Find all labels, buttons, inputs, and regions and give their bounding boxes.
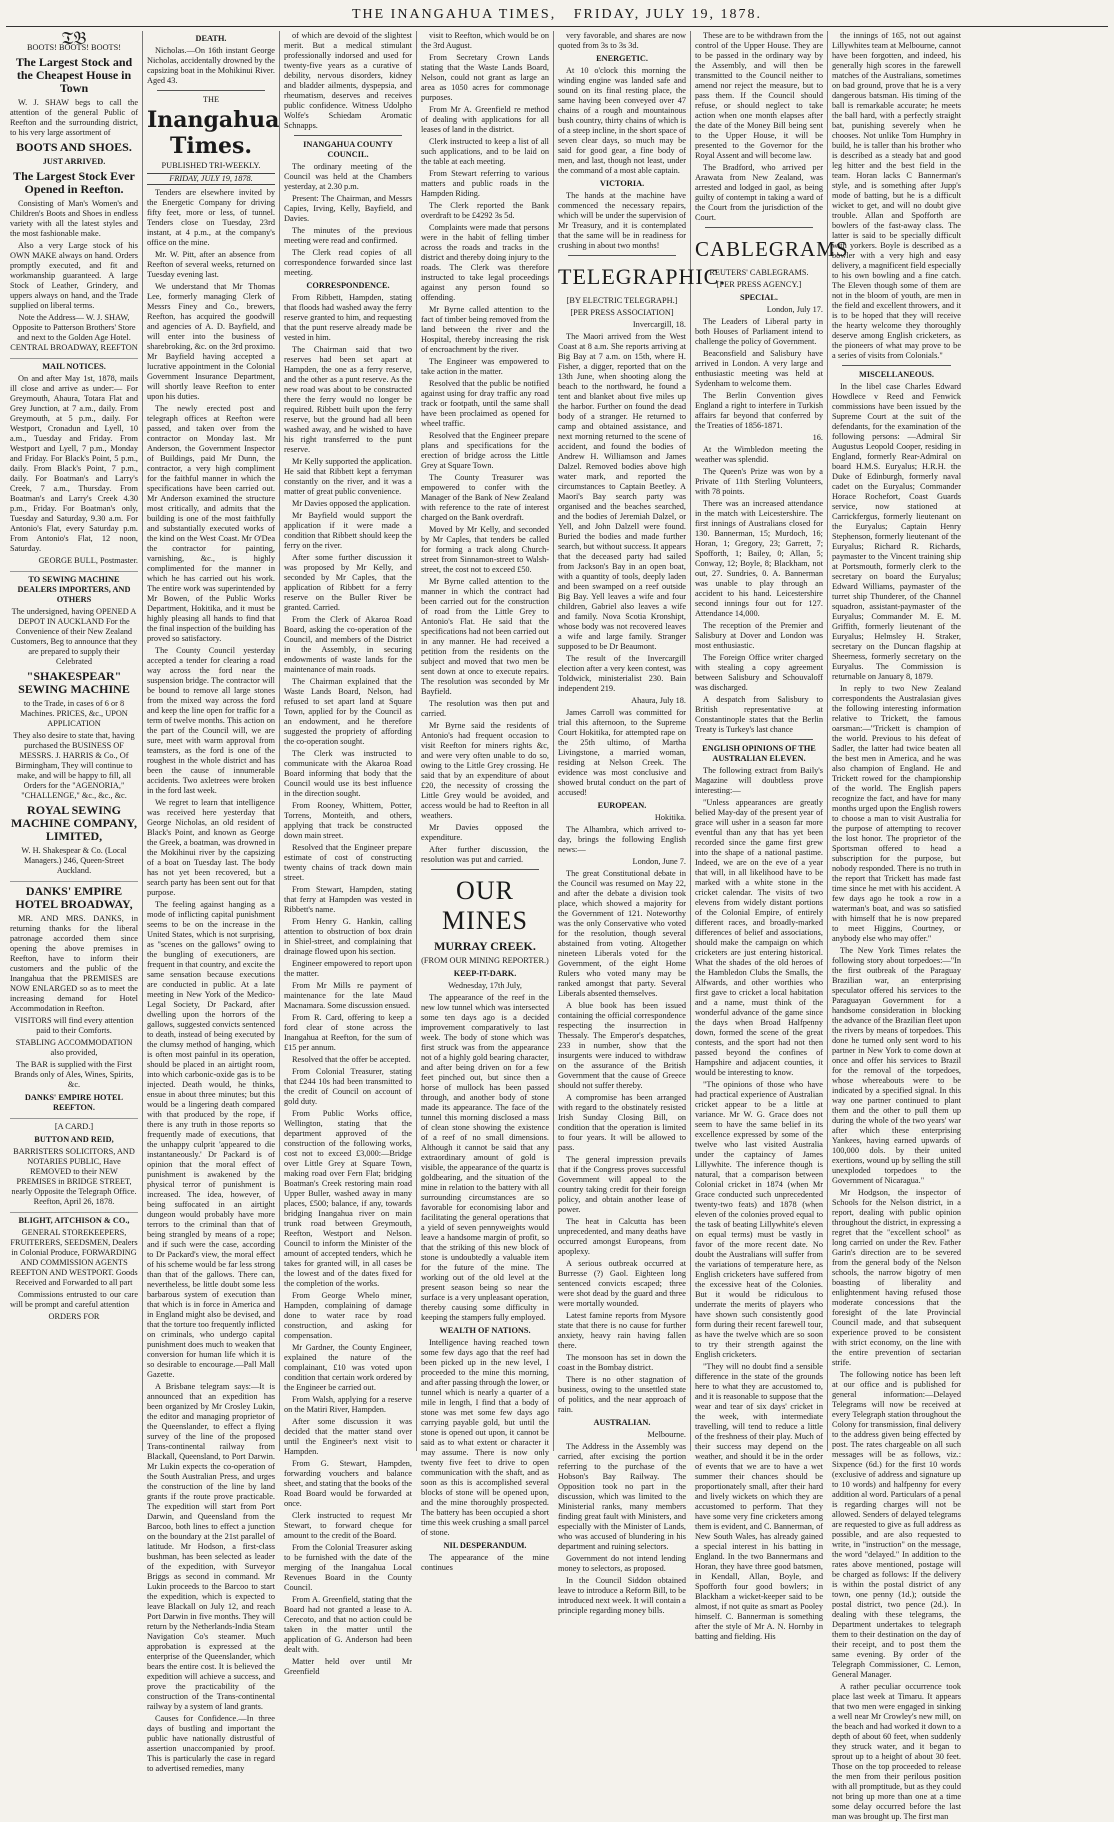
article-paragraph: Intelligence having reached town some few days ago that the reef had been picked up in the new level, I proceeded to the mine this morning, and after passing through the lower, or tunnel which is nearly a quarter of a mile in length, I find that a body of stone was met some few days ago carrying payable gold, but until the stone is opened out upon, it cannot be said as to what extent or character it may assume. There is now only twenty five feet to drive to open communication with the shaft, and as soon as this is accomplished several blocks of stone will be opened upon, and the mine thoroughly prospected. The battery has been occupied a short time this week crushing a small parcel of stone. <box>421 1338 550 1537</box>
mine-heading: NIL DESPERANDUM. <box>443 1541 527 1550</box>
article-paragraph: The Address in the Assembly was carried, after excising the portion referring to the purchase of the Hobson's Bay Railway. The Opposition took no part in the discussion, which was limited to the Ministerial ranks, many members finding great fault with Ministers, and especially with the Minister of Lands, who was accused of blundering in his department and ruining selectors. <box>558 1442 686 1551</box>
article-paragraph: At 10 o'clock this morning the winding engine was landed safe and sound on its final resting place, the same having been conveyed over 47 chains of a rough and mountainous bush country, thirty chains of which is of a steep incline, in the short space of seven clear days, so much may be said for good gear, a fine body of men, and last, though not least, under the command of a most able captain. <box>558 66 686 175</box>
ad-heading: BLIGHT, AITCHISON & CO., <box>18 1216 130 1225</box>
article-paragraph: Complaints were made that persons were in the habit of felling timber across the roads and tracks in the district and thereby doing injury to the roads. The Clerk was therefore instructed to take legal proceedings against any person found so offending. <box>421 223 549 302</box>
telegraphic-heading: TELEGRAPHIC. <box>558 264 726 289</box>
article-paragraph: The Berlin Convention gives England a right to interfere in Turkish affairs far beyond that conferred by the Treaties of 1856-1871. <box>695 391 823 430</box>
article-paragraph: The minutes of the previous meeting were read and confirmed. <box>284 226 412 245</box>
column-container <box>6 28 1108 1821</box>
ad-footer: ORDERS FOR <box>48 1312 100 1321</box>
article-paragraph: Resolved that the public be notified against using for dray traffic any road track or footpath, until the same shall have been proclaimed as opened for wheel traffic. <box>421 379 549 428</box>
ad-body: Consisting of Man's Women's and Children's Boots and Shoes in endless variety with all the latest styles and the most fashionable make. <box>10 199 138 238</box>
ad-signature: DANKS' EMPIRE HOTEL REEFTON. <box>24 1093 124 1112</box>
ad-body: The undersigned, having OPENED A DEPOT IN AUCKLAND For the Convenience of their New Zealand Customers, Beg to announce that they are prepared to supply their Celebrated <box>10 607 138 666</box>
article-paragraph: The ordinary meeting of the Council was held at the Chambers yesterday, at 2.30 p.m. <box>284 162 412 191</box>
column-7-miscellaneous <box>828 31 965 1821</box>
article-paragraph: From G. Stewart, Hampden, forwarding vouchers and balance sheet, and stating that the books of the Road Board would be forwarded at once. <box>284 1459 412 1508</box>
article-paragraph: In reply to two New Zealand correspondents the Australasian gives the following interesting information relative to Trickett, the famous oarsman:—"Trickett is champion of the world. Previous to his defeat of Sadler, the latter had twice beaten all the best men in America, and he was also champion of England. He and Trickett rowed for the championship of the world. The English papers recognize the fact, and have for many months urged upon the English rowers to choose a man to visit Australia for the purpose of attempting to recover the lost honor. The proprietor of the Sportsman offered to head a subscription for the purpose, but nobody responded. There is no truth in the report that Trickett has made fast time since he met with his accident. A few days ago he took a row in a waterman's boat, and was so satisfied with himself that he is now prepared to meet Higgins, Courtney, or anybody else who may offer." <box>832 684 961 943</box>
mail-notices <box>10 362 138 572</box>
article-paragraph: A rather peculiar occurrence took place last week at Timaru. It appears that two men were engaged in sinking a well near Mr Crowley's new mill, on the beach and had worked it down to a depth of about 60 feet, when suddenly they struck water, and it began to sprout up to a height of about 30 feet. Those on the top proceeded to release the men from their perilous position with all promptitude, but as they could not bring up more than one at a time some delay occurred before the last man was brought up. The first man <box>832 1682 961 1821</box>
article-paragraph: visit to Reefton, which would be on the 3rd August. <box>421 31 549 50</box>
article-heading: INANGAHUA COUNTY COUNCIL. <box>303 140 393 159</box>
sewing-machine-ad <box>10 575 138 882</box>
article-paragraph: of which are devoid of the slightest merit. But a medical stimulant professionally indorsed and used for twenty-five years as a curative of debility, nervous disorders, kidney and bladder ailments, dyspepsia, and rheumatism, deserves and receives public confidence. Witness Udolpho Wolfe's Schiedam Aromatic Schnapps. <box>284 31 412 130</box>
divider <box>157 90 265 91</box>
article-paragraph: From Public Works office, Wellington, stating that the department approved of the construction of the following works, cost not to exceed £3,000:—Bridge over Little Grey at Square Town, making road over Fern Flat; bridging Boatman's Creek restoring main road Upper Buller, washed away in many places, £500; balance, if any, towards bridging Inangahua river on main trunk road between Greymouth, Reefton, Westport and Nelson. Council to inform the Minister of the amount of accepted tenders, which he takes for granted will, in all cases be the lowest and of the dates fixed for the completion of the works. <box>284 1109 412 1288</box>
article-paragraph: Mr Kelly supported the application. He said that Ribbett kept a ferryman constantly on the river, and it was a matter of great public convenience. <box>284 457 412 496</box>
article-paragraph: The Foreign Office writer charged with stealing a copy agreement between Salisbury and Schouvaloff was discharged. <box>695 653 823 692</box>
ad-body: Also a very Large stock of his OWN MAKE always on hand. Orders promptly executed, and fit and workmanship guaranteed. A large Stock of Leather, Grindery, and uppers always on hand, and the Trade supplied on liberal terms. <box>10 241 138 310</box>
header-title: THE INANGAHUA TIMES, <box>351 7 557 22</box>
article-paragraph: A blue book has been issued containing the official correspondence respecting the insurrection in Thessaly. The Emperor's despatches, 233 in number, show that the insurgents were induced to withdraw on the assurance of the British Government that the cause of Greece should not suffer thereby. <box>558 1001 686 1090</box>
divider <box>294 135 402 136</box>
article-paragraph: Present: The Chairman, and Messrs Capies, Irving, Kelly, Bayfield, and Davies. <box>284 194 412 223</box>
editorial-paragraph: The County Council yesterday accepted a tender for clearing a road way across the ford near the suspension bridge. The contractor will be bound to remove all large stones from the mixed way across the ford and keep the line open for traffic for a term of twelve months. This action on the part of the Council will, we are sure, meet with warm approval from teamsters, as the ford is one of the roughest in the whole district and has been the cause of innumerable accidents. Two axletrees were broken in the ford last week. <box>147 646 275 795</box>
article-paragraph: The Clerk reported the Bank overdraft to be £4292 3s 5d. <box>421 201 549 220</box>
ad-body: MR. AND MRS. DANKS, in returning thanks for the liberal patronage accorded them since opening the above premises in Reefton, have to inform their customers and the public of the Inangahua that the PREMISES are NOW ENLARGED so as to meet the increasing demand for Hotel Accommodation in Reefton. <box>10 914 138 1013</box>
article-paragraph: The general impression prevails that if the Congress proves successful Government will appeal to the country taking credit for their foreign policy, and obtain another lease of power. <box>558 1155 686 1214</box>
article-paragraph: The appearance of the reef in the new low tunnel which was intersected some ten days ago is a decided improvement comparatively to last week. The body of stone which was first struck was from the appearance not of a highly gold bearing character, and after being driven on for a few feet pinched out, but since then a horse of mullock has been passed through, and another body of stone made its appearance. The face of the tunnel this morning disclosed a mass of clean stone showing the existence of a reef of no small dimensions. Although it cannot be said that any extraordinary amount of gold is visible, the appearance of the quartz is goldbearing, and the situation of the mine in relation to the battery with all surrounding circumstances are so favorable for economising labor and facilitating the general operations that a yield of seven pennyweights would leave a handsome margin of profit, so that the striking of this new block of stone is undoubtedly a valuable item for the future of the mine. The working out of the old level at the present season being so near the surface is a very unpleasant operation, thereby causing some difficulty in keeping the stampers fully employed. <box>421 993 549 1322</box>
running-header <box>6 4 1108 27</box>
article-paragraph: Mr Bayfield would support the application if it were made a condition that Ribbett should keep the ferry on the river. <box>284 511 412 550</box>
ad-body: to the Trade, in cases of 6 or 8 Machines. PRICES, &c., UPON APPLICATION <box>20 699 128 728</box>
article-paragraph: The Engineer was empowered to take action in the matter. <box>421 357 549 376</box>
article-paragraph: The Clerk was instructed to communicate with the Akaroa Road Board informing that body that the Council would use its best influence in the direction sought. <box>284 749 412 798</box>
article-paragraph: The Bradford, who arrived per Arawata from New Zealand, was arrested and lodged in gaol, as being guilty of contempt in taking a ward of the Court from the jurisdiction of the Court. <box>695 163 823 222</box>
ad-heading: "SHAKESPEAR" SEWING MACHINE <box>18 669 130 696</box>
column-6-cablegrams <box>691 31 849 1641</box>
dateline: Invercargill, 18. <box>632 320 686 329</box>
ad-signature: Note the Address— W. J. SHAW, Opposite to Patterson Brothers' Store and next to the Golden Age Hotel. CENTRAL BROADWAY, REEFTON <box>10 313 138 352</box>
mine-heading: WEALTH OF NATIONS. <box>439 1326 531 1335</box>
ad-tagline: BOOTS! BOOTS! BOOTS! <box>26 43 122 52</box>
article-paragraph: The following extract from Baily's Magazine will doubtless prove interesting:— <box>695 766 823 795</box>
article-paragraph: The Chairman explained that the Waste Lands Board, Nelson, had refused to set apart land at Square Town, applied for by the Council as an endowment, and he therefore suggested the propriety of affording the co-operation sought. <box>284 677 412 746</box>
article-paragraph: Matter held over until Mr Greenfield <box>284 1657 412 1676</box>
article-paragraph: The Leaders of Liberal party in both Houses of Parliament intend to challenge the policy of Government. <box>695 317 823 346</box>
special-heading: SPECIAL. <box>739 293 779 302</box>
dateline: 16. <box>812 433 823 442</box>
article-paragraph: From George Whelo miner, Hampden, complaining of damage done to water race by road construction, and asking for compensation. <box>284 1291 412 1340</box>
article-paragraph: There was an increased attendance in the match with Leicestershire. The first innings of Australians closed for 130. Bannerman, 15; Murdoch, 16; Horan, 1; Gregory, 23; Garrett, 7; Spofforth, 1; Bailey, 0; Allan, 5; Conway, 12; Boyle, 8; Blackham, not out, 27. Sundries, 0. A. Bannerman was unable to play through an accident to his hand. Leicestershire second innings four out for 127. Attendance 14,000. <box>695 499 823 618</box>
ad-body: W. H. Shakespear & Co. (Local Managers.) 246, Queen-Street Auckland. <box>21 846 127 875</box>
ad-body: They also desire to state that, having purchased the BUSINESS OF MESSRS. J. HARRIS & Co., Of Birmingham, They will continue to make, and will be happy to fill, all Orders for the "AGENORIA," "CHALLENGE," &c., &c., &c. <box>13 731 135 800</box>
article-paragraph: From Secretary Crown Lands stating that the Waste Lands Board, Nelson, could not grant as large an area as 1050 acres for commonage purposes. <box>421 53 549 102</box>
ad-heading: The Largest Stock and the Cheapest House in Town <box>15 55 133 95</box>
article-paragraph: In the Council Siddon obtained leave to introduce a Reform Bill, to be introduced next week. It will contain a principle regarding money bills. <box>558 1576 686 1615</box>
article-paragraph: The Alhambra, which arrived to-day, brings the following English news:— <box>558 825 686 854</box>
article-paragraph: The appearance of the mine continues <box>421 1553 549 1572</box>
article-paragraph: Engineer empowered to report upon the matter. <box>284 959 412 978</box>
editorial-paragraph: Tenders are elsewhere invited by the Energetic Company for driving fifty feet, more or less, of tunnel. Tenders close on Tuesday, 23rd instant, at 4 p.m., at the company's office on the mine. <box>147 188 275 247</box>
ad-body: VISITORS will find every attention paid to their Comforts. <box>14 1016 134 1035</box>
publication-frequency: PUBLISHED TRI-WEEKLY. <box>161 161 261 170</box>
article-paragraph: The monsoon has set in down the coast in the Bombay district. <box>558 1353 686 1372</box>
article-paragraph: The Maori arrived from the West Coast at 8 a.m. She reports arriving at Big Bay at 7 a.m. on 15th, where H. Fisher, a digger, reported that on the 13th June, when shooting along the beach to the northward, he found a tent and blanket about five miles up the harbor. Further on found the dead body of a stranger. He returned to camp and obtained assistance, and next morning returned to the scene of accident, and found the bodies of Andrew H. Williamson and James Dalzel. Removed bodies above high water mark, and reported the circumstances to Captain Beetley. A Maori's Bay search party was organised and the beaches searched, and the bodies of Jeremiah Dalzel, or Yell, and John Dalzell were found. Buried the bodies and made further search, but without success. It appears that the deceased party had sailed from Jackson's Bay in an open boat, with a quantity of tools, deeply laden and been swamped on a reef outside Big Bay. Yell leaves a wife and four children, Gabriel also leaves a wife and family. Nova Scotia Kronshipt, whose body was not recovered leaves a wife and large family. Stranger supposed to be Dr Beaumont. <box>558 332 686 651</box>
ad-body: Commissions entrusted to our care will be prompt and careful attention <box>10 1290 138 1309</box>
section-heading: MISCELLANEOUS. <box>859 370 934 379</box>
article-paragraph: Mr Davies opposed the application. <box>292 499 411 508</box>
article-paragraph: Resolved that the Engineer prepare plans and specifications for the erection of bridge across the Little Grey at Square Town. <box>421 431 549 470</box>
ad-body: GENERAL STOREKEEPERS, FRUITERERS, SEEDSMEN, Dealers in Colonial Produce, FORWARDING AND COMMISSION AGENTS REEFTON AND WESTPORT. Goods Received and Forwarded to all part <box>10 1228 138 1287</box>
article-paragraph: Latest famine reports from Mysore state that there is no cause for further anxiety, heavy rain having fallen there. <box>558 1311 686 1350</box>
article-paragraph: Mr Hodgson, the inspector of Schools for the Nelson district, in a report, dealing with public opinion throughout the district, in expressing a regret that the "excellent school" as long carried on under the Rev. Father Garin's direction are to be severed from the general body of the Nelson schools, the narrow bigotry of men boasting of liberality and enlightenment having refused those moderate concessions that the foresight of the late Provincial Council made, and that subsequent experience proved to be consistent with strict economy, on the line with the entire prevention of sectarian strife. <box>832 1188 961 1367</box>
column-3-county-council <box>280 31 417 1676</box>
article-paragraph: James Carroll was committed for trial this afternoon, to the Supreme Court Hokitika, for attempted rape on the 25th ultimo, of Martha Livingstone, a married woman, residing at Nelson Creek. The evidence was most conclusive and showed brutal conduct on the part of accused! <box>558 708 686 797</box>
article-paragraph: The Chairman said that two reserves had been set apart at Hampden, the one as a ferry reserve, and the other as a punt reserve. As the new road was about to be constructed there the ferry would no longer be required. Ribbett built upon the ferry reserve, but the ground had all been washed away, and he wished to have his right transferred to the punt reserve. <box>284 345 412 454</box>
death-notice: Nicholas.—On 16th instant George Nicholas, accidentally drowned by the capsizing boat in the Mohikinui River. Aged 43. <box>147 46 275 85</box>
boot-emblem-icon: 𝔗𝔅 <box>61 28 87 48</box>
newspaper-logo: Inangahua Times. <box>147 107 280 159</box>
article-paragraph: Resolved that the offer be accepted. <box>292 1055 411 1064</box>
dateline: Ahaura, July 18. <box>631 696 686 705</box>
article-paragraph: Mr Byrne called attention to the fact of timber being removed from the land between the river and the Hospital, thereby increasing the risk of encroachment by the river. <box>421 305 549 354</box>
ad-subheading: JUST ARRIVED. <box>42 157 106 166</box>
article-heading: ENGLISH OPINIONS OF THE AUSTRALIAN ELEVEN. <box>702 744 816 763</box>
editorial-paragraph: Mr. W. Pitt, after an absence from Reefton of several weeks, returned on Tuesday evening last. <box>147 250 275 279</box>
article-paragraph: These are to be withdrawn from the control of the Upper House. They are to be passed in the ordinary way by the Assembly, and will then be transmitted to the Council neither to amend nor reject the measure, but to pass them. If the Council should refuse, or should neglect to take action when one month elapses after the date of the Money Bill being sent to the Upper House, it will be presented to the Governor for the Royal Assent and will become law. <box>695 31 823 160</box>
divider <box>705 227 813 228</box>
article-paragraph: A compromise has been arranged with regard to the obstinately resisted Irish Sunday Closing Bill, on condition that the operation is limited to four years. It will be allowed to pass. <box>558 1093 686 1152</box>
article-paragraph: Mr Byrne said the residents of Antonio's had frequent occasion to visit Reefton for miners rights &c, and were very often unable to do so, owing to the Little Grey crossing. He said that by an expenditure of about £20, the necessity of crossing the Little Grey would be avoided, and access would be had to Reefton in all weathers. <box>421 721 549 820</box>
article-paragraph: From Stewart, Hampden, stating that ferry at Hampden was vested in Ribbett's name. <box>284 885 412 914</box>
ad-heading: BUTTON AND REID, <box>34 1135 114 1144</box>
article-paragraph: From Rooney, Whittem, Potter, Torrens, Monteith, and others, applying that track be constructed down main street. <box>284 801 412 840</box>
editorial-paragraph: We understand that Mr Thomas Lee, formerly managing Clerk of Messrs Finey and Co., brewers, Reefton, has acquired the goodwill and agencies of A. D. Bayfield, and will enter into the business of sharebroking, &c. on the 3rd proximo. Mr Bayfield having accepted a lucrative appointment in the Colonial Government Insurance Department, will shortly leave Reefton to enter upon his duties. <box>147 282 275 401</box>
column-5-telegraphic <box>554 31 726 1615</box>
article-paragraph: The heat in Calcutta has been unprecedented, and many deaths have occurred amongst Europeans, from apoplexy. <box>558 1217 686 1256</box>
editorial-paragraph: Causes for Confidence.—In three days of bustling and important the public have nationally distrustful of assertion unaccompanied by proof. This is particularly the case in regard to advertised remedies, many <box>147 1714 275 1773</box>
article-paragraph: Resolved that the Engineer prepare estimate of cost of constructing twenty chains of track down main street. <box>284 843 412 882</box>
ad-body: STABLING ACCOMMODATION also provided, <box>15 1038 133 1057</box>
header-date: FRIDAY, JULY 19, 1878. <box>573 7 763 22</box>
article-paragraph: From Mr Mills re payment of maintenance for the late Maud Macnamara. Some discussion ensued. <box>284 981 412 1010</box>
article-paragraph: "They will no doubt find a sensible difference in the state of the grounds here to what they are accustomed to, and it is reasonable to suppose that the wear and tear of six days' cricket in the week, with intermediate travelling, will tend to reduce a little of the freshness of their play. Much of their success may depend on the weather, and should it be in the order of events that we are to have a wet summer their chances should be proportionately small, after their hard and lively wickets on which they are accustomed to perform. That they have some very fine cricketers among them is evident, and C. Bannerman, of New South Wales, has already gained a special interest in his batting in England. In the two Bannermans and Horan, they have three good batsmen, in Kendall, Allan, Boyle, and Spofforth four good bowlers; in Blackham a wicket-keeper said to be almost, if not quite as smart as Pooley himself. C. Bannerman is something after the style of Mr A. N. Hornby in batting and fielding. His <box>695 1362 823 1641</box>
article-paragraph: "Unless appearances are greatly belied May-day of the present year of grace will usher in a season far more eventful than any that has yet been recorded since the game first grew into the shape of a national pastime. Indeed, we are on the eve of a year that will, in all likelihood have to be marked with a white stone in the cricket calendar. The visits of two elevens from widely distant portions of the Colonial Empire, of entirely different races, and broadly-marked differences of belief and associations, should make the campaign on which cricketers are just entering historical. What the shades of the old heroes of the Hambledon Clubs the Smalls, the Alfwards, and other worthies who first gave to cricket a local habitation and a name, must think of the wonderful advance of the game since the days when Broad Halfpenny down, formed the scene of the great contests, and the sport had not then passed beyond the confines of Hampshire and adjacent counties, it would be interesting to know. <box>695 798 823 1077</box>
ad-heading: The Largest Stock Ever Opened in Reefton. <box>13 169 135 196</box>
blight-aitchison-ad <box>10 1216 138 1322</box>
ad-heading: TO SEWING MACHINE DEALERS IMPORTERS, AND OTHERS <box>17 575 131 604</box>
article-paragraph: From A. Greenfield, stating that the Board had not granted a lease to A. Cerecoto, and that no action could be taken in the matter until the application of G. Anderson had been dealt with. <box>284 1595 412 1654</box>
mine-heading: KEEP-IT-DARK. <box>453 969 517 978</box>
article-paragraph: A despatch from Salisbury to British representative at Constantinople states that the Berlin Treaty is Turkey's last chance <box>695 695 823 734</box>
editorial-paragraph: The feeling against hanging as a mode of inflicting capital punishment seems to be on the increase in the United States, which is not surprising, as "scenes on the gallows" owing to the bungling of executioners, are frequent in that country, and excite the same sensation because executions are conducted in public. At a late meeting in New York of the Medico-Legal Society, Dr Packard, after dwelling upon the horrors of the gallows, suggested convicts sentenced to death, instead of being executed by the clumsy method of hanging, which is often most painful in its operation, should be placed in an airtight room, into which carbonic-oxide gas is to be injected. Death would, he thinks, ensue in about three minutes; but this would be a lingering death compared with that produced by the rope, if there is any truth in those reports so frequently made of executions, that the unhappy culprit 'appeared to die instantaneously.' Dr Packard is of opinion that the moral effect of punishment is awakened by the physical terror of punishment is increased. The idea, however, of being suffocated in an airtight dungeon would probably have more terrors to the criminal than that of being strangled by means of a rope; and if such were the case, according to Dr Packard's view, the moral effect of his scheme would be far less strong than that of the gallows. There can, nevertheless, be little doubt some less barbarous system of execution than that which is in force in America and in England might also be devised, and that the torture too frequently inflicted on criminals, who undergo capital punishment does much to weaken that conversion for human life which it is so desirable to encourage.—Pall Mall Gazette. <box>147 900 275 1379</box>
mines-subheading: MURRAY CREEK. <box>434 939 536 953</box>
article-paragraph: The County Treasurer was empowered to confer with the Manager of the Bank of New Zealand with reference to the rate of interest charged on the Bank overdraft. <box>421 473 549 522</box>
notice-signature: GEORGE BULL, Postmaster. <box>38 556 138 565</box>
article-paragraph: The result of the Invercargill election after a very keen contest, was Toldwick, ministerialist 230. Bain independent 219. <box>558 654 686 693</box>
article-paragraph: After some further discussion it was proposed by Mr Kelly, and seconded by Mr Caples, that the application of Ribbett for a ferry reserve on the Buller River be granted. Carried. <box>284 553 412 612</box>
button-reid-ad <box>10 1122 138 1213</box>
article-paragraph: From Stewart referring to various matters and public roads in the Hampden Riding. <box>421 169 549 198</box>
article-paragraph: The hands at the machine have commenced the necessary repairs, which will be under the supervision of Mr Treasury, and it is contemplated that the same will be in readiness for crushing in about two months! <box>558 191 686 250</box>
article-paragraph: The resolution was then put and carried. <box>421 699 549 718</box>
article-paragraph: Mr Byrne called attention to the manner in which the contract had been carried out for the construction of road from the Little Grey to Antonio's Flat. He said that the specifications had not been carried out in any manner. He had received a petition from the residents on the subject and moved that two men be sent down at once to execute repairs. The resolution was seconded by Mr Bayfield. <box>421 577 549 696</box>
article-paragraph: From Mr A. Greenfield re method of dealing with applications for all leases of land in the district. <box>421 105 549 134</box>
article-paragraph: After some discussion it was decided that the matter stand over until the Engineer's next visit to Hampden. <box>284 1417 412 1456</box>
divider <box>568 255 676 256</box>
article-paragraph: A serious outbreak occurred at Burresse (?) Gaol. Eighteen long sentenced convicts escaped; three were shot dead by the guard and three were mortally wounded. <box>558 1259 686 1308</box>
editorial-paragraph: The newly erected post and telegraph offices at Reefton were passed, and taken over from the contractor on Monday last. Mr Anderson, the Government Inspector of Buildings, paid Mr Dunn, the contractor, a very high compliment for the faithful manner in which the specifications have been carried out. Mr Anderson examined the structure most critically, and admits that the building is one of the most faithfully and substantially executed works of the kind on the West Coast. Mr O'Dea the contractor for painting, varnishing, &c., is highly complimented for the manner in which he has carried out his work. The entire work was superintended by Mr Bowen, of the Public Works Department, Hokitika, and it must be highly pleasing all hands to find that the final inspection of the building has proved so satisfactory. <box>147 404 275 643</box>
dateline: London, July 17. <box>766 305 823 314</box>
editorial-paragraph: A Brisbane telegram says:—It is announced that an expedition has been organized by Mr Crosley Lukin, the editor and managing proprietor of the Queenslander, to effect a flying survey of the line of the proposed Trans-continental railway from Blackall, Queensland, to Port Darwin. Mr Lukin expects the co-operation of the South Australian Press, and urges the construction of the line by land grants if the route prove practicable. The expedition will start from Port Darwin, and Queensland from the Barcoo, both lines to effect a junction on the boundary at the 21st parallel of latitude. Mr Hodson, a first-class bushman, has been selected as leader of the expedition, with Surveyor Briggs as second in command. Mr Lukin proceeds to the Barcoo to start the expedition, which is expected to leave Blackall on July 12, and reach Port Darwin in five months. They will return by the Netherlands-India Steam Navigation Co's steamer. Much approbation is expressed at the enterprise of the Queenslander, which bears the entire cost. It is believed the expedition will achieve a success, and prove the practicability of the construction of the Trans-continental railway by a system of land grants. <box>147 1382 275 1711</box>
mine-heading: ENERGETIC. <box>596 54 648 63</box>
notice-body: On and after May 1st, 1878, mails ill close and arrive as under:— For Greymouth, Ahaura, Totara Flat and Grey Junction, at 7 a.m., daily. From Greymouth, at 5 p.m., daily. For Westport, Cronadun and Lyell, 10 a.m., Tuesday and Friday. From Westport and Lyell, 7 p.m., Monday and Friday. For Black's Point, 5 p.m., daily. From Black's Point, 7 p.m., daily. For Boatman's and Larry's Creek, 7 a.m., Thursday. From Boatman's and Larry's Creek 4.30 p.m., Friday. For Boatman's only, Tuesday and Saturday, 9.30 a.m. For Antonio's Flat, every Saturday p.m. From Antonio's Flat, 12 noon, Saturday. <box>10 374 138 553</box>
article-paragraph: Government do not intend lending money to selectors, as proposed. <box>558 1554 686 1573</box>
article-paragraph: The great Constitutional debate in the Council was resumed on May 22, and after the debate a division took place, which showed a majority for the Government of 121. Noteworthy was the only Conservative who voted for the resolution, though several abstained from voting. Altogether nineteen Liberals voted for the Government, of the eight Home Rulers who voted many may be ranked amongst that party. Several Liberals absented themselves. <box>558 869 686 998</box>
our-mines-heading: OUR MINES <box>442 876 528 935</box>
mines-source: (FROM OUR MINING REPORTER.) <box>421 956 549 965</box>
telegraphic-subheading: [BY ELECTRIC TELEGRAPH.] <box>566 296 678 305</box>
article-paragraph: Moved by Mr Kelly, and seconded by Mr Caples, that tenders be called for forming a track along Church-street from Sinnamon-street to Walsh-street, the cost not to exceed £50. <box>421 525 549 574</box>
article-paragraph: very favorable, and shares are now quoted from 3s to 3s 3d. <box>558 31 686 50</box>
ad-body: The BAR is supplied with the First Brands only of Ales, Wines, Spirits, &c. <box>14 1060 134 1089</box>
divider <box>705 739 813 740</box>
column-4-mines <box>417 31 554 1572</box>
masthead-the: THE <box>202 95 220 104</box>
ad-body: BARRISTERS SOLICITORS, AND NOTARIES PUBLIC, Have REMOVED to their NEW PREMISES in BRIDGE STREET, nearly Opposite the Telegraph Office. Reefton, April 26, 1878. <box>11 1147 137 1206</box>
article-paragraph: The New York Times relates the following story about torpedoes:—"In the first outbreak of the Paraguay Brazilian war, an enterprising speculator offered his services to the Paraguayan Government for a handsome consideration in blocking the advance of the Brazilian fleet upon the rivers by means of torpedoes. This done he turned only sent word to his partner in New York to come down at once and offer his services to Brazil for the removal of the torpedoes, whose whereabouts were to be indicated by a specified signal. In this way one partner continued to plant them and the other to pull them up during the whole of the two years' war after which these enterprising Yankees, having earned upwards of 100,000 dols. by their united exertions, wound up by selling the still unexploded torpedoes to the Government of Nicaragua." <box>832 946 961 1185</box>
cablegrams-subheading: REUTERS' CABLEGRAMS. <box>709 268 809 277</box>
article-paragraph: From Colonial Treasurer, stating that £244 10s had been transmitted to the credit of Council on account of gold duty. <box>284 1067 412 1106</box>
editorial-paragraph: We regret to learn that intelligence was received here yesterday that George Nicholas, an old resident of Black's Point, and known as George the Greek, a boatman, was drowned in the Mokihinui river by the capsizing of a boat on Tuesday last. The body has not yet been recovered, but a search party has been sent out for that purpose. <box>147 798 275 897</box>
mine-date: Wednesday, 17th July, <box>448 981 522 990</box>
ad-heading: ROYAL SEWING MACHINE COMPANY, LIMITED, <box>11 803 137 843</box>
article-paragraph: There is no other stagnation of business, owing to the unsettled state of politics, and the near approach of rain. <box>558 1375 686 1414</box>
article-paragraph: the innings of 165, not out against Lillywhites team at Melbourne, cannot have been forgotten, and indeed, his generally high scores in the farewell matches of the Australians, sometimes on bad ground, prove that he is a very dangerous batsman. His timing of the ball is remarkable accurate; he meets the ball hard, with a perfectly straight bat, punishing severely when he chooses. Not unlike Tom Humphry in build, he is taller than his brother who is described as a steady bat and good leg hitter and the best field in the team. Horan lacks C Bannerman's style, and is something after Jupp's mode of batting, but he is a difficult wicket to get, and will no doubt give trouble. Allan and Spofforth are bowlers of the fast-away class. The latter is said to be specially difficult with yorkers. Boyle is described as a bowler with a very high and easy delivery, a magnificent field especially to his own bowling and a fine catch. The Eleven though some of them are not in the bloom of youth, are men in the field and excellent throwers, and it is to be hoped that they will receive the hearty welcome they thoroughly deserve among English cricketers, as the pioneers of what may prove to be a series of visits from Colonials." <box>832 31 961 360</box>
dateline: London, June 7. <box>632 857 686 866</box>
section-heading: EUROPEAN. <box>597 801 647 810</box>
article-paragraph: From R. Card, offering to keep a ford clear of stone across the Inangahua at Reefton, for the sum of £15 per annum. <box>284 1013 412 1052</box>
article-paragraph: From Ribbett, Hampden, stating that floods had washed away the ferry reserve granted to him, and requesting that the punt reserve already made be vested in him. <box>284 293 412 342</box>
cablegrams-heading: CABLEGRAMS <box>695 237 849 261</box>
article-paragraph: At the Wimbledon meeting the weather was splendid. <box>695 445 823 464</box>
divider <box>431 869 539 870</box>
mine-heading: VICTORIA. <box>599 179 645 188</box>
article-paragraph: The Clerk read copies of all correspondence forwarded since last meeting. <box>284 248 412 277</box>
ad-body: W. J. SHAW begs to call the attention of the general Public of Reefton and the surrounding district, to his very large assortment of <box>10 98 138 137</box>
shaw-boots-ad <box>10 28 138 359</box>
dateline: Hokitika. <box>654 813 686 822</box>
article-paragraph: Clerk instructed to keep a list of all such applications, and to be laid on the table at each meeting. <box>421 137 549 166</box>
article-paragraph: The reception of the Premier and Salisbury at Dover and London was most enthusiastic. <box>695 621 823 650</box>
dateline: Melbourne. <box>647 1430 686 1439</box>
article-paragraph: The Queen's Prize was won by a Private of 11th Sterling Volunteers, with 78 points. <box>695 467 823 496</box>
article-paragraph: After further discussion, the resolution was put and carried. <box>421 845 549 864</box>
column-2-editorial <box>143 31 280 1773</box>
article-subheading: CORRESPONDENCE. <box>306 281 390 290</box>
divider <box>842 365 951 366</box>
ad-label: [A CARD.] <box>54 1122 94 1131</box>
article-paragraph: "The opinions of those who have had practical experience of Australian cricket appear to be a little at variance. Mr W. G. Grace does not seem to have the same belief in its excellence expressed by some of the twelve who last visited Australia under the captaincy of James Lillywhite. The inference though is natural, that a comparison between Colonial cricket in 1874 (when Mr Grace conducted such unprecedented twenty-two feats) and 1878 (when eleven of the colonies proved equal to the task of beating Lillywhite's eleven on equal terms) must be vastly in favor of the more recent date. No doubt the Australians will suffer from the variations of temperature here, as English cricketers have suffered from the excessive heat of the Colonies. But it would be ridiculous to underrate the merits of players who have shown such consistently good form during their recent farewell tour, as have the twelve which are so soon to try their strength against the English cricketers. <box>695 1080 823 1359</box>
article-paragraph: In the libel case Charles Edward Howdlece v Reed and Fenwick commissions have been issued by the Supreme Court at the suit of the defendants, for the examination of the following persons: —Admiral Sir Augustus Leopold Cooper, residing in England, formerly Rear-Admiral on board H.M.S. Euryalus; H.R.H. the Duke of Edinburgh, formerly naval cadet on the Euryalus; Commander Horace Rochefort, Coast Guards service, now stationed at Carrickfergus, formerly lieutenant on the Euryalus; Captain Henry Stephenson, formerly lieutenant of the Euryalus; Richard R. Richards, paymaster to the Vincent training ship at Portsmouth, formerly clerk to the secretary on board the Euryalus; Edward Williams, paymaster of the turret ship Thunderer, of the Channel squadron, assistant-paymaster of the Euryalus; Commander M. E. M. Griffith, formerly lieutenant of the Euryalus; Helmsley H. Straker, secretary on the Duncan flagship at Sheerness, formerly secretary on the Euryalus. The Commission is returnable on January 8, 1879. <box>832 382 961 681</box>
section-heading: AUSTRALIAN. <box>593 1418 651 1427</box>
section-heading: MAIL NOTICES. <box>42 362 106 371</box>
ad-heading: DANKS' EMPIRE HOTEL BROADWAY, <box>15 884 133 911</box>
article-paragraph: Clerk instructed to request Mr Stewart, to forward cheque for amount to the credit of the Board. <box>284 1511 412 1540</box>
issue-dateline: FRIDAY, JULY 19, 1878. <box>147 173 275 185</box>
telegraphic-source: [PER PRESS ASSOCIATION] <box>570 308 674 317</box>
death-heading: DEATH. <box>195 34 227 43</box>
article-paragraph: From the Colonial Treasurer asking to be furnished with the date of the merging of the Inangahua Local Revenues Board in the County Council. <box>284 1543 412 1592</box>
article-paragraph: The following notice has been left at our office and is published for general information:—Delayed Telegrams will now be received at every Telegraph station throughout the Colony for transmission, final delivery to the address given being effected by post. The rates chargeable on all such messages will be as follows, viz.: Sixpence (6d.) for the first 10 words (exclusive of address and signature up to 10 words) and halfpenny for every addition al word. Particulars of a penal is regarding charges will not be allowed. Senders of delayed telegrams are requested to give as full address as possible, and are also requested to write, in "instruction" on the message, the word "delayed." In addition to the rates above mentioned, postage will be charged as follows: If the delivery is within the postal district of any town, one penny (1d.); outside the postal district, two pence (2d.). In dealing with these telegrams, the Department undertakes to telegraph them to their destination on the day of their receipt, and to post them the same evening. By order of the Telegraph Commissioner, C. Lemon, General Manager. <box>832 1370 961 1679</box>
column-1-advertisements <box>6 28 143 1451</box>
article-paragraph: Mr Gardner, the County Engineer, explained the nature of the complainant, £10 was voted upon condition that certain work ordered by the Engineer be carried out. <box>284 1343 412 1392</box>
article-paragraph: From the Clerk of Akaroa Road Board, asking the co-operation of the Council, and members of the District in the Assembly, in securing endowments of waste lands for the maintenance of main roads. <box>284 615 412 674</box>
cablegrams-source: [PER PRESS AGENCY.] <box>716 280 802 289</box>
article-paragraph: Beaconsfield and Salisbury have arrived in London. A very large and enthusiastic meeting was held at Sydenham to welcome them. <box>695 349 823 388</box>
danks-hotel-ad <box>10 885 138 1119</box>
ad-heading: BOOTS AND SHOES. <box>16 140 132 154</box>
article-paragraph: From Walsh, applying for a reserve on the Matiri River, Hampden. <box>284 1395 412 1414</box>
article-paragraph: Mr Davies opposed the expenditure. <box>421 823 549 842</box>
article-paragraph: From Henry G. Hankin, calling attention to obstruction of box drain in Shiel-street, and complaining that drainage flowed upon his section. <box>284 917 412 956</box>
